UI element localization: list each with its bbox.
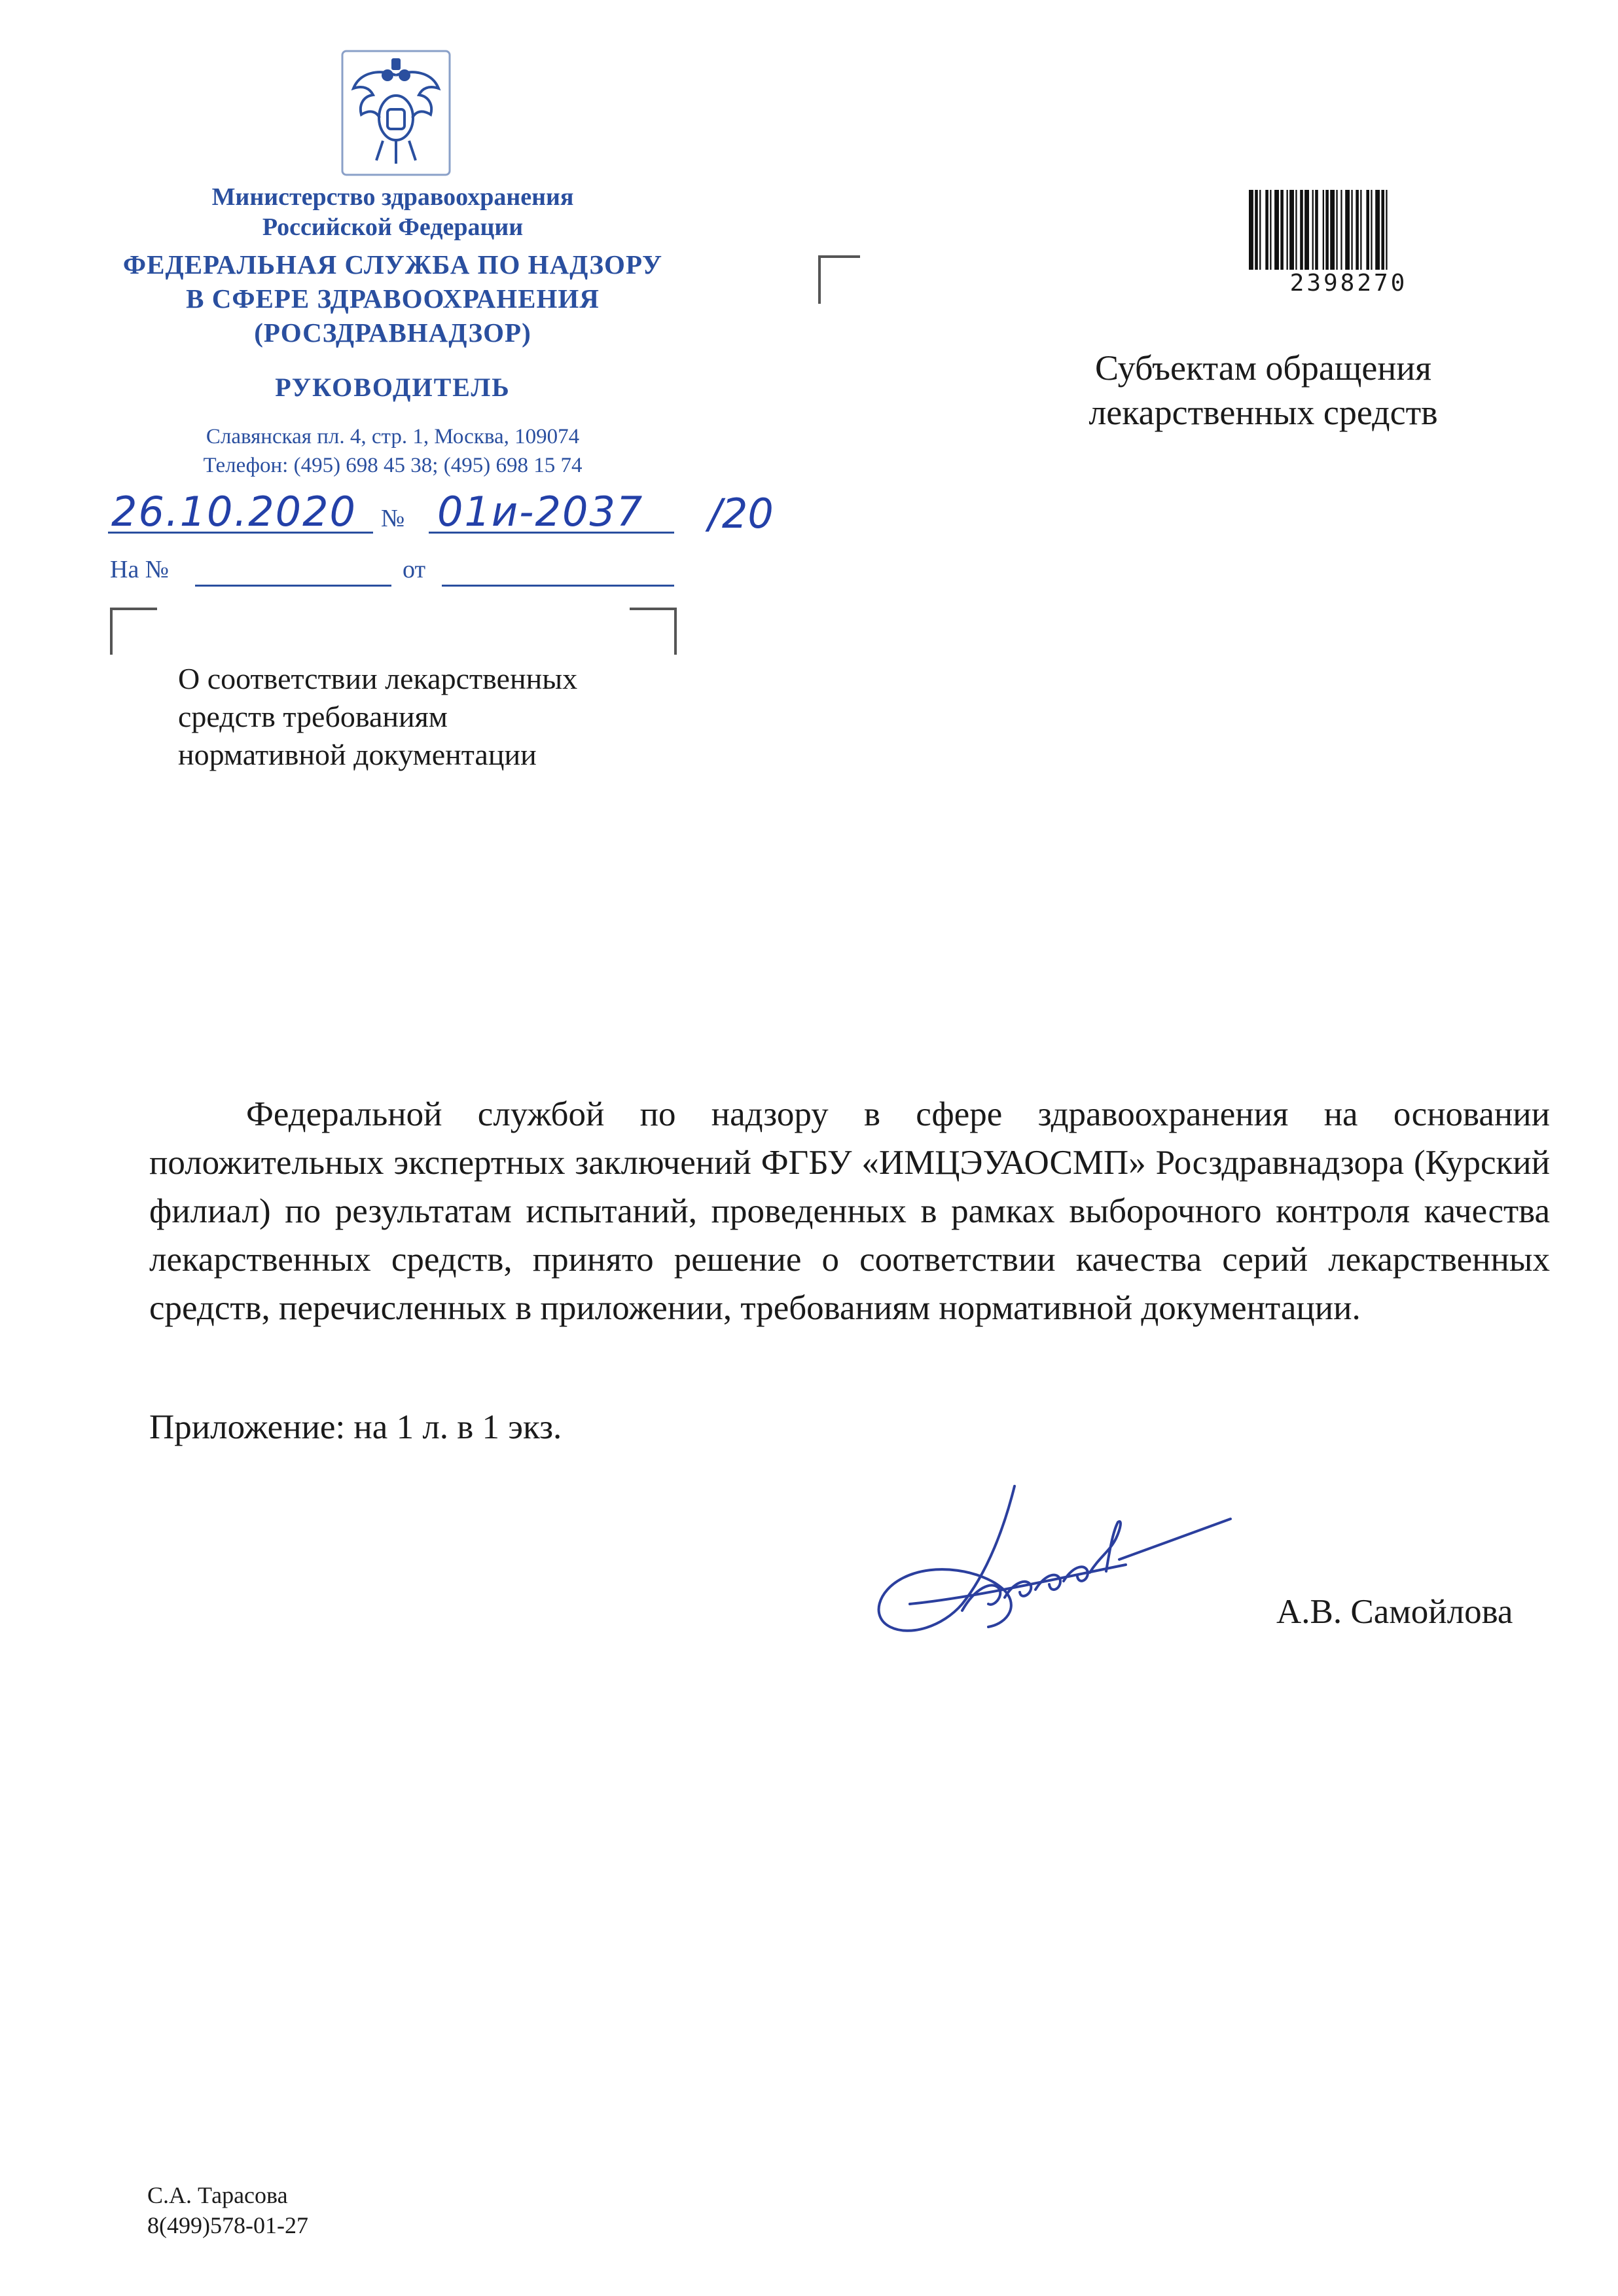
position-title: РУКОВОДИТЕЛЬ — [275, 373, 511, 402]
number-label: № — [381, 505, 405, 532]
registration-date: 26.10.2020 — [111, 488, 357, 536]
number-underline — [429, 532, 674, 534]
phone: Телефон: (495) 698 45 38; (495) 698 15 74 — [203, 454, 583, 477]
service-line-1: ФЕДЕРАЛЬНАЯ СЛУЖБА ПО НАДЗОРУ — [122, 249, 663, 280]
addressee — [1001, 346, 1525, 435]
barcode-icon — [1249, 190, 1448, 270]
reference-from-label: от — [403, 556, 426, 583]
letter-body: Федеральной службой по надзору в сфере здравоохранения на основании положительных экспертных заключений ФГБУ «ИМЦЭУАОСМП» Росздравнадзора (Курский филиал) по результатам испытаний, проведенных в рамках выборочного контроля качества лекарственных средств, принято решение о соответствии качества серий лекарственных средств, перечисленных в приложении, требованиям нормативной документации. — [149, 1095, 1550, 1327]
ministry-line-2: Российской Федерации — [262, 213, 524, 241]
date-underline — [108, 532, 373, 534]
subject-line-1: О соответствии лекарственных — [178, 662, 578, 695]
ministry-line-1: Министерство здравоохранения — [211, 183, 574, 211]
executor-contact — [147, 2180, 308, 2240]
addressee-line-2: лекарственных средств — [1088, 393, 1438, 432]
addressee-bracket — [818, 255, 860, 304]
address: Славянская пл. 4, стр. 1, Москва, 109074 — [206, 425, 580, 448]
reference-label: На № — [110, 556, 170, 583]
subject-line-3: нормативной документации — [178, 738, 537, 771]
registration-number: 01и-2037 — [437, 488, 644, 536]
service-line-3: (РОСЗДРАВНАДЗОР) — [254, 318, 531, 348]
barcode-number: 2398270 — [1289, 270, 1408, 297]
subject-bracket-left — [110, 608, 157, 655]
ministry-name — [131, 182, 655, 242]
executor-name: С.А. Тарасова — [147, 2182, 288, 2208]
letterhead-contacts — [98, 422, 687, 480]
subject-bracket-right — [630, 608, 677, 655]
addressee-line-1: Субъектам обращения — [1094, 348, 1432, 388]
registration-number-suffix: /20 — [708, 490, 774, 538]
subject-line-2: средств требованиям — [178, 700, 448, 733]
handwritten-signature-icon — [864, 1473, 1270, 1656]
coat-of-arms-icon — [340, 49, 452, 177]
letter-subject — [178, 660, 577, 774]
attachment-note: Приложение: на 1 л. в 1 экз. — [149, 1408, 562, 1446]
reference-date-line — [442, 585, 674, 587]
reference-number-line — [195, 585, 391, 587]
service-line-2: В СФЕРЕ ЗДРАВООХРАНЕНИЯ — [186, 283, 600, 314]
service-name — [85, 247, 700, 350]
executor-phone: 8(499)578-01-27 — [147, 2212, 308, 2238]
signer-name: А.В. Самойлова — [1276, 1593, 1513, 1631]
